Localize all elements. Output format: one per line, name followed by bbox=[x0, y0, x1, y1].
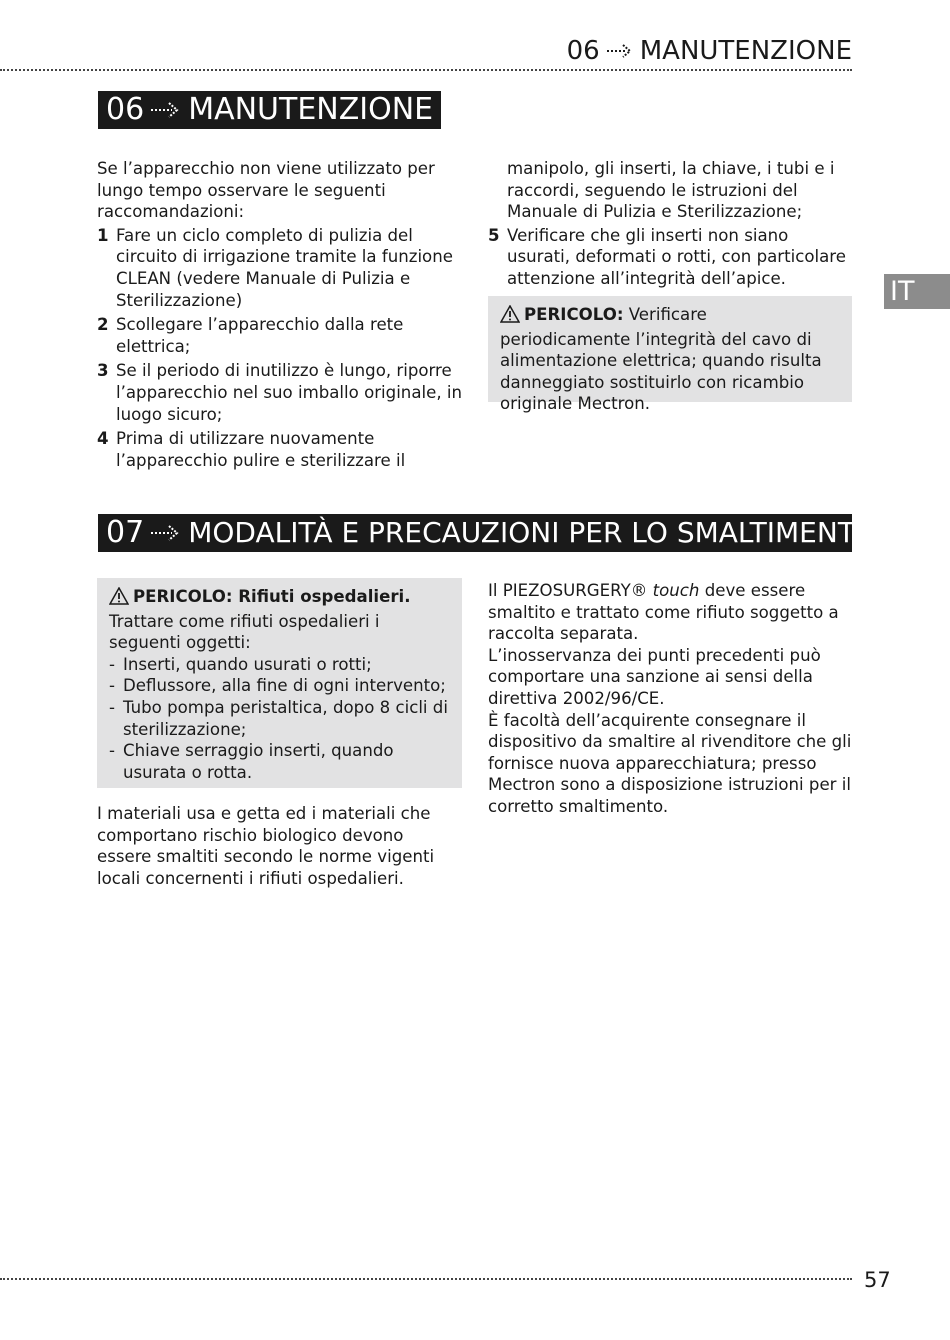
disposal-paragraph: I materiali usa e getta ed i materiali che comportano rischio biologico devono essere smaltiti secondo le norme vigenti locali concernenti i rifiuti ospedalieri. bbox=[97, 804, 435, 888]
step-text: Verificare che gli inserti non siano usurati, deformati o rotti, con particolare attenzione all’integrità dell’apice. bbox=[507, 225, 846, 288]
dotted-arrow-icon bbox=[150, 101, 182, 119]
dotted-arrow-icon bbox=[150, 524, 182, 542]
running-header-title: MANUTENZIONE bbox=[639, 36, 852, 66]
step-text: Prima di utilizzare nuovamente l’apparecchio pulire e sterilizzare il bbox=[116, 429, 406, 470]
section-07-left-paragraph bbox=[97, 803, 459, 889]
list-item bbox=[97, 360, 469, 425]
step-number: 5 bbox=[488, 225, 500, 245]
list-item: - Inserti, quando usurati o rotti; bbox=[109, 654, 372, 674]
product-name-italic: touch bbox=[652, 581, 700, 600]
list-item: - Tubo pompa peristaltica, dopo 8 cicli di sterilizzazione; bbox=[109, 697, 450, 740]
disposal-intro-text-end: deve essere smaltito e trattato come rifiuto soggetto a raccolta separata. bbox=[488, 581, 839, 644]
section-06-title bbox=[98, 91, 441, 129]
page-number: 57 bbox=[864, 1268, 891, 1292]
step-number: 2 bbox=[97, 315, 109, 335]
section-06-heading: MANUTENZIONE bbox=[188, 92, 434, 127]
list-item bbox=[97, 225, 469, 311]
list-item bbox=[488, 225, 854, 290]
section-07-heading: MODALITÀ E PRECAUZIONI PER LO SMALTIMENTO bbox=[188, 516, 877, 549]
step-text: Scollegare l’apparecchio dalla rete elettrica; bbox=[116, 315, 404, 356]
list-item-text: Deflussore, alla fine di ogni intervento; bbox=[123, 676, 446, 696]
section-06-left-column bbox=[97, 158, 469, 474]
warning-label: PERICOLO: bbox=[524, 305, 624, 324]
list-item: - Deflussore, alla fine di ogni intervento; bbox=[109, 676, 446, 696]
step-text: Se il periodo di inutilizzo è lungo, riporre l’apparecchio nel suo imballo originale, in luogo sicuro; bbox=[116, 361, 462, 424]
list-item-text: Tubo pompa peristaltica, dopo 8 cicli di sterilizzazione; bbox=[123, 697, 448, 739]
warning-triangle-icon bbox=[109, 587, 129, 611]
warning-text: Verificare periodicamente l’integrità del cavo di alimentazione elettrica; quando risulta danneggiato sostituirlo con ricambio originale Mectron. bbox=[500, 305, 822, 414]
list-item bbox=[97, 314, 469, 357]
warning-label: PERICOLO: Rifiuti ospedalieri. bbox=[133, 587, 411, 606]
maintenance-steps-continued bbox=[488, 225, 854, 290]
step-number: 3 bbox=[97, 361, 109, 381]
language-tab: IT bbox=[884, 274, 950, 309]
section-07-number: 07 bbox=[106, 515, 145, 550]
hospital-waste-list bbox=[109, 654, 450, 784]
section-07-warning-box bbox=[97, 578, 462, 788]
disposal-intro-text: Il PIEZOSURGERY® bbox=[488, 581, 653, 600]
section-06-warning-box bbox=[488, 296, 852, 414]
list-item-text: Inserti, quando usurati o rotti; bbox=[123, 654, 372, 674]
dotted-arrow-icon bbox=[606, 43, 634, 59]
list-item: - Chiave serraggio inserti, quando usurata o rotta. bbox=[109, 740, 450, 783]
return-paragraph: È facoltà dell’acquirente consegnare il dispositivo da smaltire al rivenditore che gli fornisce nuova apparecchiatura; presso Mectron sono a disposizione istruzioni per il corretto smaltimento. bbox=[488, 710, 852, 816]
footer-dotted-rule bbox=[0, 1278, 852, 1280]
section-06-number: 06 bbox=[106, 92, 145, 127]
warning-text: Trattare come rifiuti ospedalieri i seguenti oggetti: bbox=[109, 611, 380, 653]
section-06-intro: Se l’apparecchio non viene utilizzato per lungo tempo osservare le seguenti raccomandazioni: bbox=[97, 159, 435, 222]
list-item-text: Chiave serraggio inserti, quando usurata o rotta. bbox=[123, 741, 394, 782]
step-number: 4 bbox=[97, 429, 109, 449]
step-4-continued: manipolo, gli inserti, la chiave, i tubi e i raccordi, seguendo le istruzioni del Manuale di Pulizia e Sterilizzazione; bbox=[507, 159, 835, 222]
maintenance-steps bbox=[97, 225, 469, 472]
section-06-right-column bbox=[488, 158, 854, 293]
header-dotted-rule bbox=[0, 69, 852, 71]
disposal-intro bbox=[488, 580, 854, 645]
section-07-title bbox=[98, 514, 877, 552]
step-number: 1 bbox=[97, 225, 109, 245]
sanction-paragraph: L’inosservanza dei punti precedenti può comportare una sanzione ai sensi della direttiva 2002/96/CE. bbox=[488, 645, 821, 708]
warning-triangle-icon bbox=[500, 305, 520, 329]
running-header bbox=[567, 36, 852, 66]
running-header-number: 06 bbox=[566, 36, 600, 66]
step-text: Fare un ciclo completo di pulizia del circuito di irrigazione tramite la funzione CLEAN (vedere Manuale di Pulizia e Sterilizzazione) bbox=[116, 225, 453, 310]
section-07-right-column bbox=[488, 580, 854, 818]
list-item bbox=[97, 428, 469, 471]
